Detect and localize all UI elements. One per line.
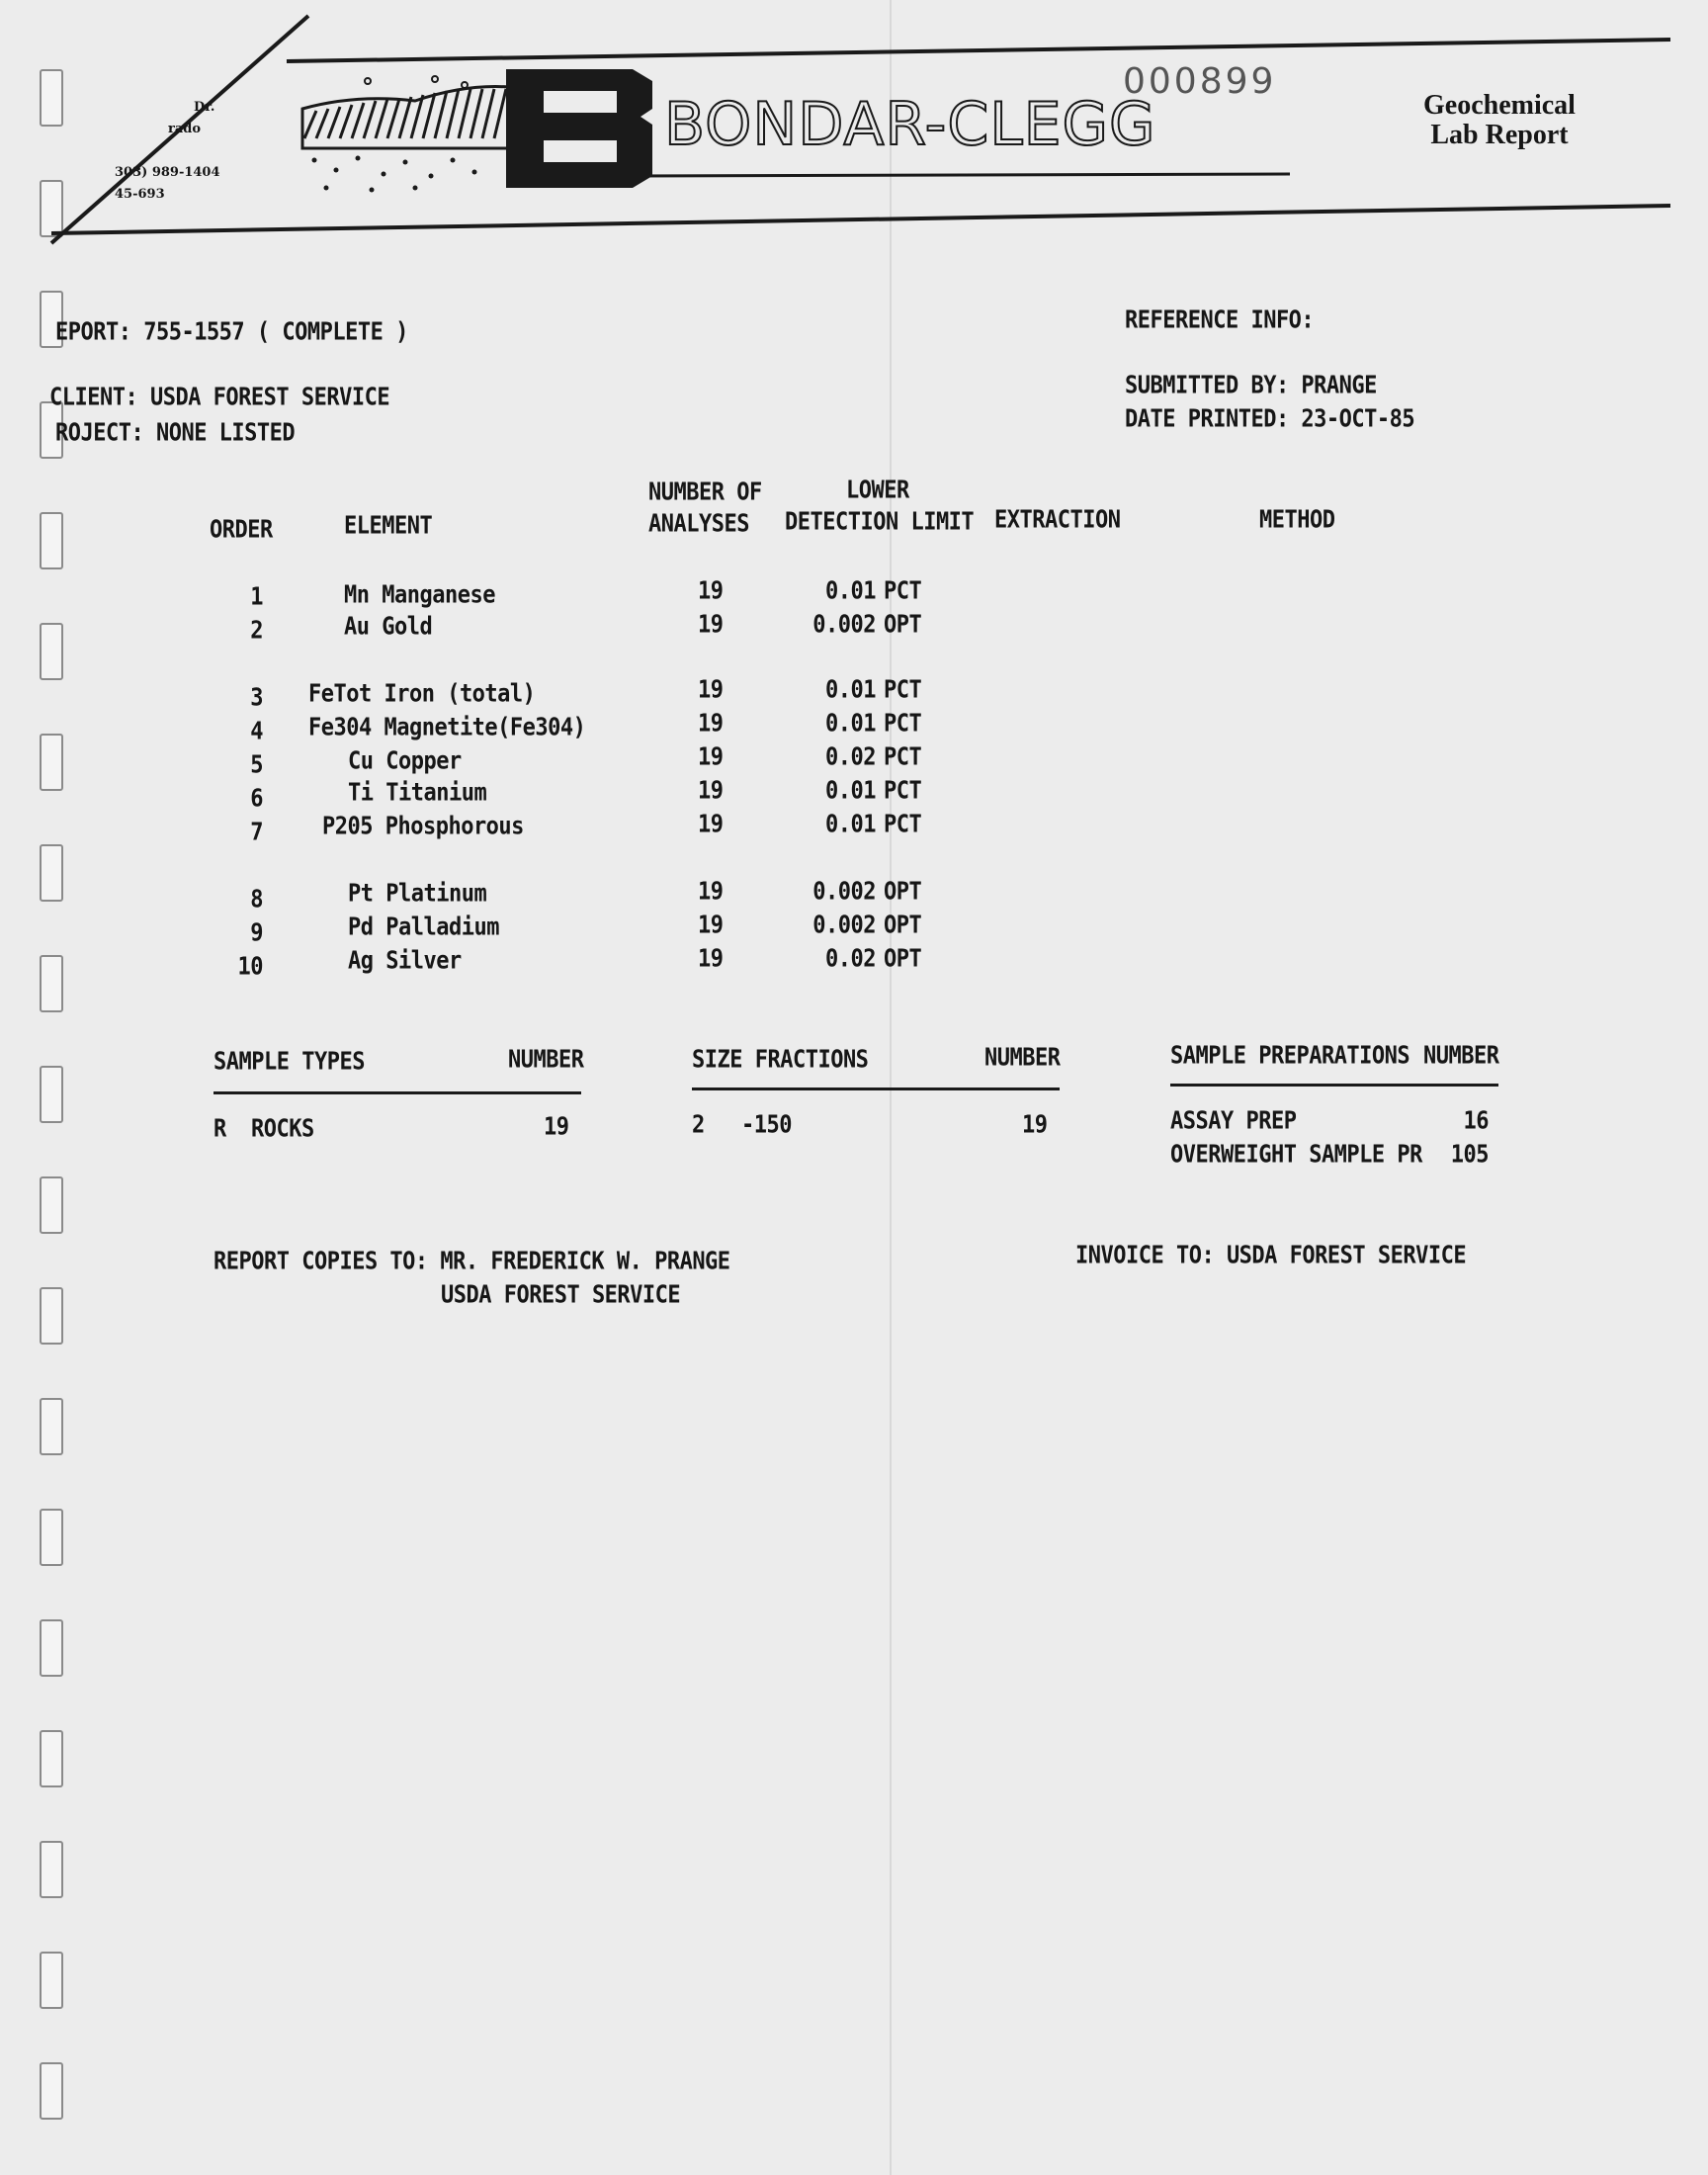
address-line: rado — [168, 122, 202, 136]
report-copies-to: REPORT COPIES TO: MR. FREDERICK W. PRANGE — [214, 1248, 730, 1275]
order-cell: 10 — [237, 953, 263, 981]
sample-types-number-header: NUMBER — [508, 1046, 584, 1074]
client-name: CLIENT: USDA FOREST SERVICE — [49, 384, 390, 411]
limit-cell: 0.01 — [825, 676, 876, 704]
order-cell: 6 — [250, 785, 263, 813]
unit-cell: PCT — [884, 577, 922, 605]
report-copies-org: USDA FOREST SERVICE — [441, 1281, 681, 1309]
order-cell: 2 — [250, 617, 263, 645]
feed-hole — [40, 1509, 63, 1566]
order-cell: 5 — [250, 751, 263, 779]
size-fraction-count: 19 — [1022, 1111, 1048, 1139]
feed-hole — [40, 1952, 63, 2009]
analyses-cell: 19 — [698, 945, 724, 973]
brand-name: BONDAR-CLEGG — [664, 90, 1156, 159]
size-fraction-value: -150 — [741, 1111, 792, 1139]
bondar-clegg-b-icon — [506, 69, 652, 188]
prep-item-count: 16 — [1463, 1107, 1489, 1135]
sample-type-count: 19 — [544, 1113, 569, 1141]
limit-cell: 0.01 — [825, 577, 876, 605]
prep-item-name: ASSAY PREP — [1170, 1107, 1297, 1135]
ldl-header-line2: DETECTION LIMIT — [785, 508, 975, 536]
unit-cell: PCT — [884, 676, 922, 704]
element-cell: Pd Palladium — [348, 914, 499, 941]
analyses-cell: 19 — [698, 811, 724, 838]
address-line: Dr. — [194, 100, 215, 115]
order-cell: 4 — [250, 718, 263, 745]
method-header: METHOD — [1259, 506, 1335, 534]
submitted-by: SUBMITTED BY: PRANGE — [1125, 372, 1377, 399]
order-header: ORDER — [210, 516, 273, 544]
letterhead — [0, 0, 1708, 257]
divider — [214, 1091, 581, 1094]
sample-preparations-number-header: NUMBER — [1423, 1042, 1499, 1070]
feed-hole — [40, 1398, 63, 1455]
divider — [1170, 1084, 1498, 1087]
divider — [692, 1088, 1060, 1090]
element-cell: Ag Silver — [348, 947, 462, 975]
feed-hole — [40, 734, 63, 791]
limit-cell: 0.002 — [812, 611, 876, 639]
order-cell: 3 — [250, 684, 263, 712]
limit-cell: 0.01 — [825, 811, 876, 838]
element-cell: Cu Copper — [348, 747, 462, 775]
feed-hole — [40, 1841, 63, 1898]
unit-cell: PCT — [884, 777, 922, 805]
element-cell: FeTot Iron (total) — [308, 680, 536, 708]
unit-cell: PCT — [884, 710, 922, 738]
reference-info-label: REFERENCE INFO: — [1125, 306, 1315, 334]
order-cell: 8 — [250, 886, 263, 914]
unit-cell: OPT — [884, 611, 922, 639]
serial-number: 000899 — [1123, 61, 1277, 102]
sample-type-code: R — [214, 1115, 226, 1143]
prep-item-name: OVERWEIGHT SAMPLE PR — [1170, 1141, 1422, 1169]
order-cell: 7 — [250, 819, 263, 846]
element-header: ELEMENT — [344, 512, 433, 540]
limit-cell: 0.01 — [825, 777, 876, 805]
unit-cell: PCT — [884, 811, 922, 838]
limit-cell: 0.002 — [812, 912, 876, 939]
feed-hole — [40, 1287, 63, 1345]
lab-address — [89, 97, 220, 206]
address-line: 303) 989-1404 — [115, 165, 220, 180]
analyses-header-line2: ANALYSES — [648, 510, 749, 538]
report-number: EPORT: 755-1557 ( COMPLETE ) — [55, 318, 408, 346]
analyses-cell: 19 — [698, 743, 724, 771]
date-printed: DATE PRINTED: 23-OCT-85 — [1125, 405, 1415, 433]
address-line: 45-693 — [115, 187, 165, 202]
extraction-header: EXTRACTION — [994, 506, 1121, 534]
limit-cell: 0.02 — [825, 743, 876, 771]
limit-cell: 0.01 — [825, 710, 876, 738]
unit-cell: OPT — [884, 878, 922, 906]
feed-hole — [40, 1066, 63, 1123]
feed-hole — [40, 844, 63, 902]
unit-cell: OPT — [884, 912, 922, 939]
feed-hole — [40, 1176, 63, 1234]
report-type-line2: Lab Report — [1430, 120, 1569, 150]
element-cell: Fe304 Magnetite(Fe304) — [308, 714, 586, 741]
report-type-line1: Geochemical — [1423, 90, 1576, 121]
limit-cell: 0.02 — [825, 945, 876, 973]
element-cell: Mn Manganese — [344, 581, 495, 609]
prep-item-count: 105 — [1450, 1141, 1489, 1169]
analyses-cell: 19 — [698, 710, 724, 738]
limit-cell: 0.002 — [812, 878, 876, 906]
analyses-cell: 19 — [698, 878, 724, 906]
feed-hole — [40, 1730, 63, 1787]
project-name: ROJECT: NONE LISTED — [55, 419, 296, 447]
element-cell: Au Gold — [344, 613, 433, 641]
sample-types-header: SAMPLE TYPES — [214, 1048, 365, 1076]
element-cell: Ti Titanium — [348, 779, 487, 807]
size-fractions-header: SIZE FRACTIONS — [692, 1046, 869, 1074]
feed-hole — [40, 955, 63, 1012]
strata-logo-icon — [302, 76, 509, 193]
order-cell: 9 — [250, 919, 263, 947]
sample-type-name: ROCKS — [251, 1115, 314, 1143]
ldl-header-line1: LOWER — [846, 477, 909, 504]
sample-preparations-header: SAMPLE PREPARATIONS — [1170, 1042, 1410, 1070]
feed-hole — [40, 2062, 63, 2120]
invoice-to: INVOICE TO: USDA FOREST SERVICE — [1075, 1242, 1467, 1269]
feed-hole — [40, 1619, 63, 1677]
size-fractions-number-header: NUMBER — [984, 1044, 1061, 1072]
analyses-cell: 19 — [698, 611, 724, 639]
feed-hole — [40, 512, 63, 569]
element-cell: Pt Platinum — [348, 880, 487, 908]
feed-hole — [40, 623, 63, 680]
order-cell: 1 — [250, 583, 263, 611]
size-fraction-code: 2 — [692, 1111, 705, 1139]
analyses-cell: 19 — [698, 912, 724, 939]
unit-cell: OPT — [884, 945, 922, 973]
analyses-cell: 19 — [698, 577, 724, 605]
analyses-cell: 19 — [698, 676, 724, 704]
report-type-title — [1423, 91, 1576, 150]
analyses-cell: 19 — [698, 777, 724, 805]
element-cell: P205 Phosphorous — [322, 813, 524, 840]
analyses-header-line1: NUMBER OF — [648, 478, 762, 506]
unit-cell: PCT — [884, 743, 922, 771]
